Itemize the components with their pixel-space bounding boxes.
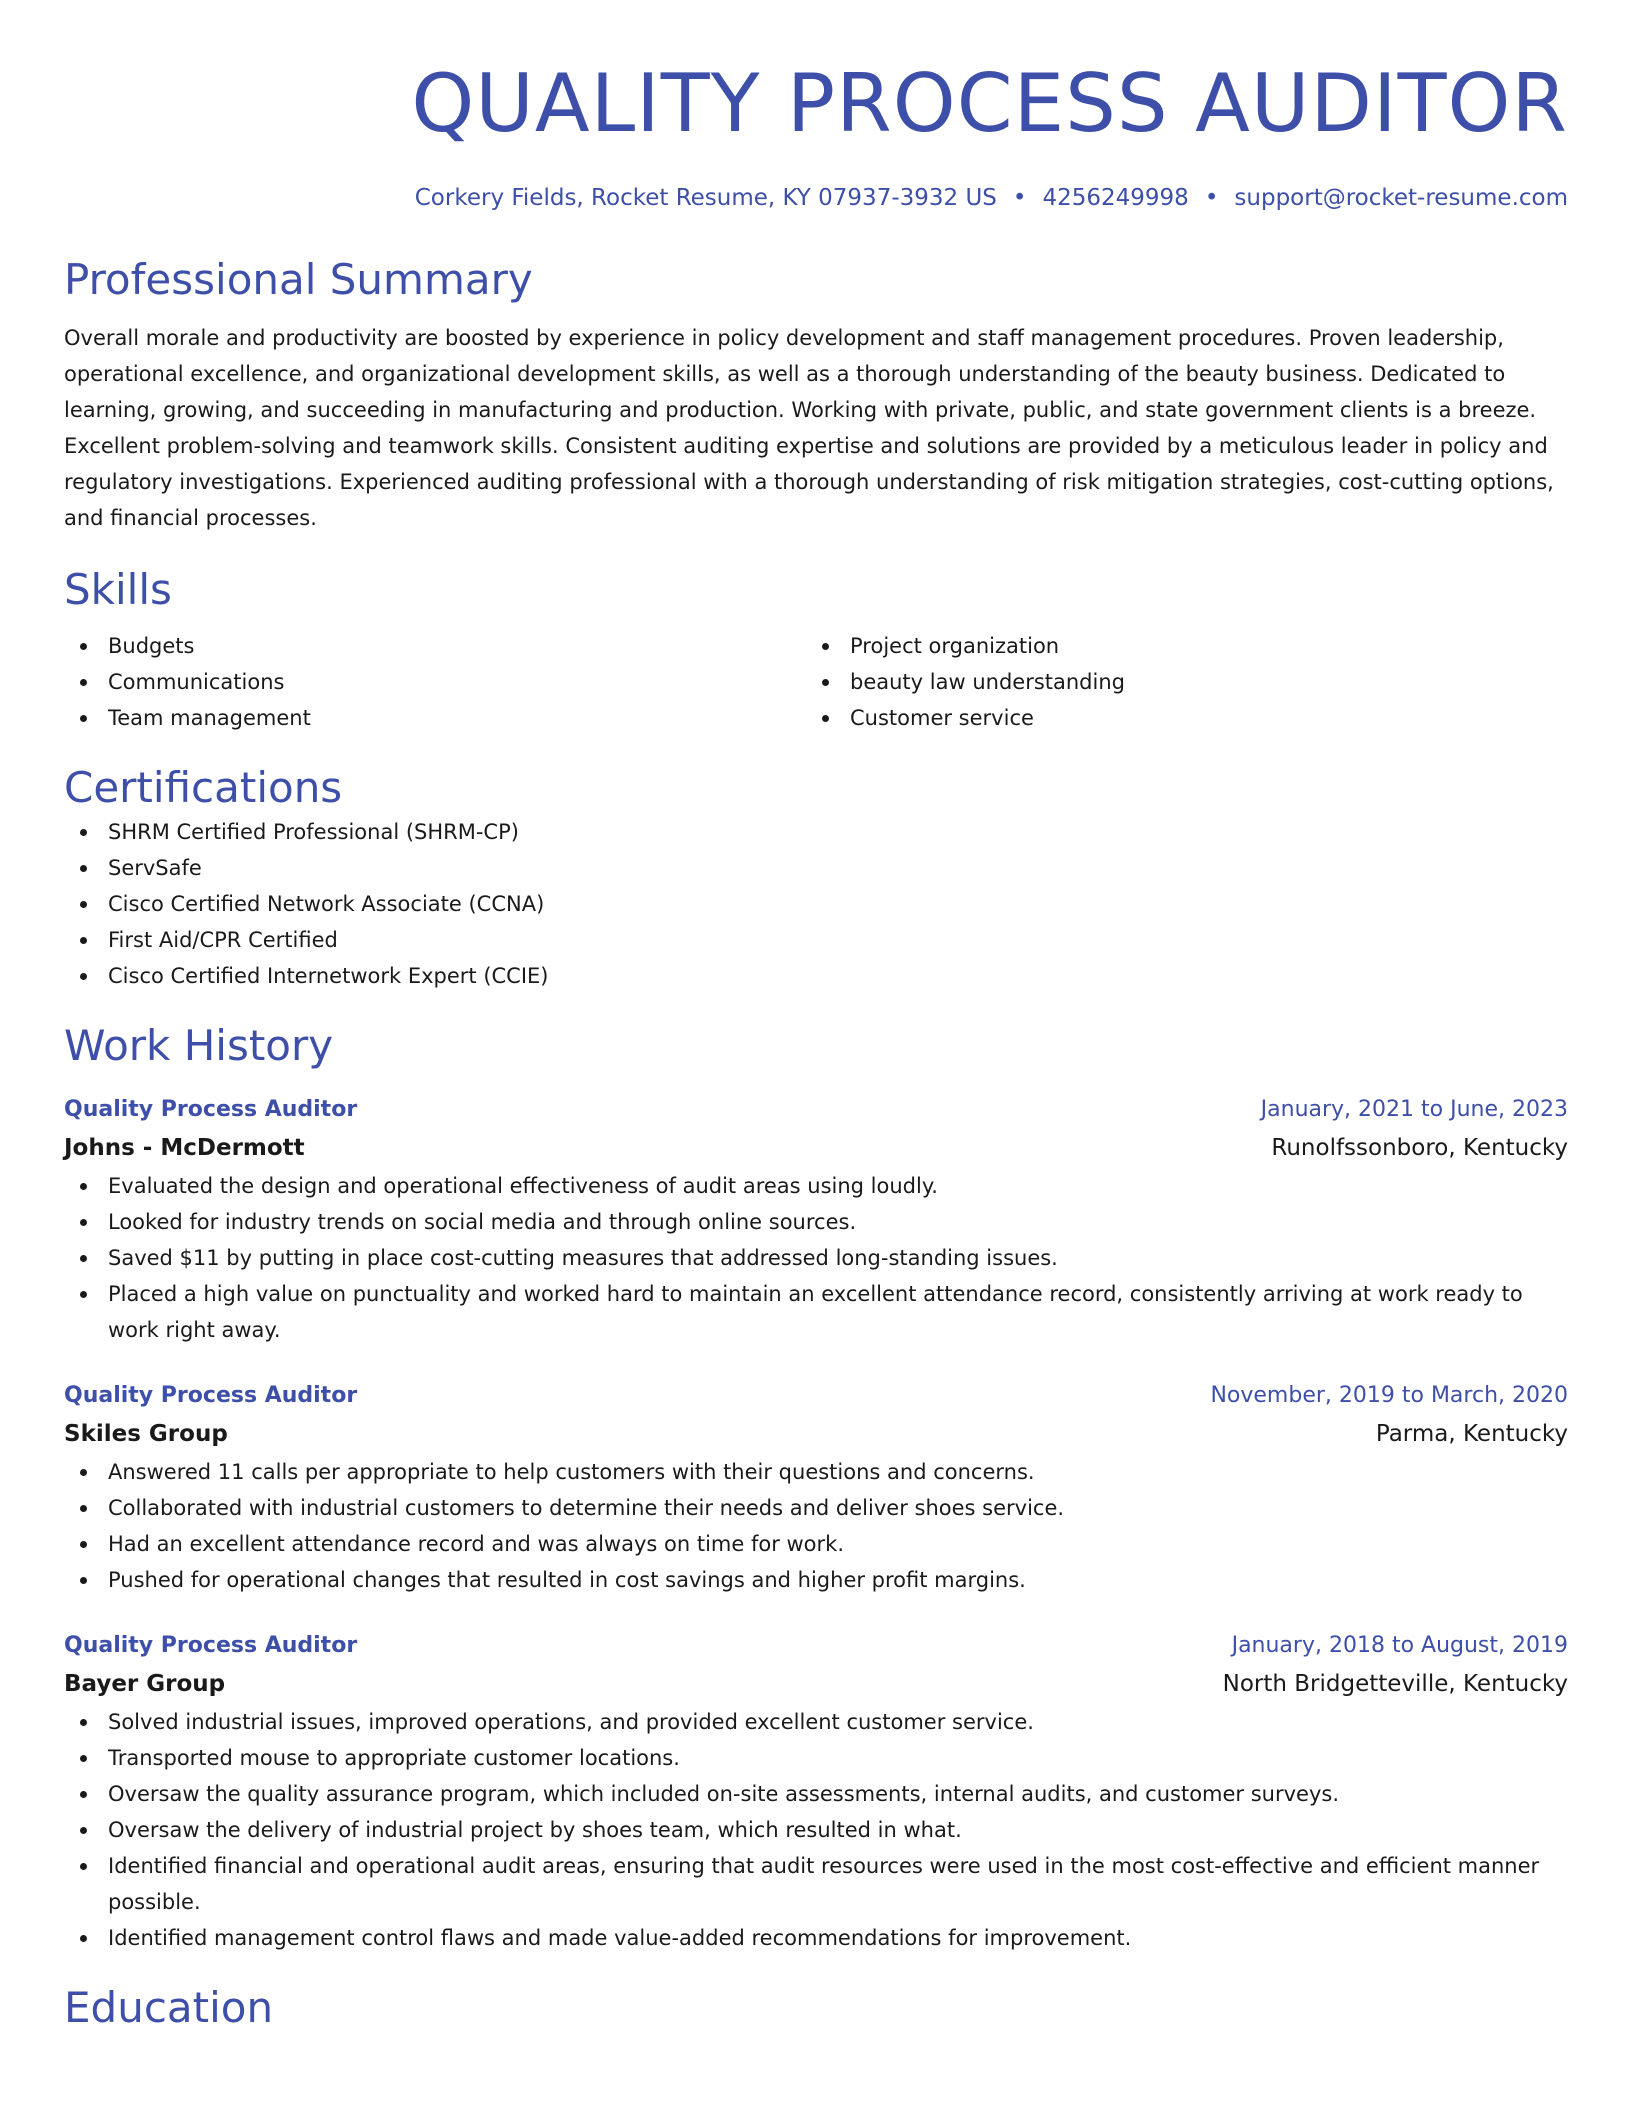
- job-title: Quality Process Auditor: [64, 1383, 358, 1408]
- job-company: Skiles Group: [64, 1421, 228, 1447]
- contact-address: Corkery Fields, Rocket Resume, KY 07937-3932 US: [414, 185, 997, 211]
- job-location: Parma, Kentucky: [1375, 1421, 1568, 1447]
- skill-item: Budgets: [64, 628, 806, 664]
- skills-column-left: [64, 628, 806, 736]
- summary-heading: Professional Summary: [64, 255, 533, 304]
- contact-separator: •: [1204, 185, 1219, 211]
- job-entry: [64, 1378, 1568, 1598]
- job-company-row: [64, 1414, 1568, 1454]
- skills-heading: Skills: [64, 565, 172, 614]
- contact-separator: •: [1012, 185, 1027, 211]
- job-company: Bayer Group: [64, 1671, 226, 1697]
- skills-grid: [64, 628, 1568, 736]
- job-dates: January, 2021 to June, 2023: [1260, 1097, 1568, 1122]
- job-header-row: [64, 1628, 1568, 1664]
- job-dates: January, 2018 to August, 2019: [1231, 1633, 1568, 1658]
- job-bullets: [64, 1454, 1568, 1598]
- job-bullet: Evaluated the design and operational effectiveness of audit areas using loudly.: [64, 1168, 1568, 1204]
- certification-item: Cisco Certified Network Associate (CCNA): [64, 886, 1568, 922]
- job-header-row: [64, 1092, 1568, 1128]
- job-title: Quality Process Auditor: [64, 1097, 358, 1122]
- job-entry: [64, 1628, 1568, 1956]
- skill-item: Project organization: [806, 628, 1548, 664]
- resume-page: [64, 0, 1568, 2034]
- job-dates: November, 2019 to March, 2020: [1210, 1383, 1568, 1408]
- certification-item: ServSafe: [64, 850, 1568, 886]
- contact-line: [64, 182, 1568, 214]
- job-bullet: Pushed for operational changes that resulted in cost savings and higher profit margins.: [64, 1562, 1568, 1598]
- job-header-row: [64, 1378, 1568, 1414]
- certification-item: First Aid/CPR Certified: [64, 922, 1568, 958]
- job-bullets: [64, 1168, 1568, 1348]
- job-bullet: Placed a high value on punctuality and worked hard to maintain an excellent attendance record, consistently arriving at work ready to work right away.: [64, 1276, 1568, 1348]
- job-bullet: Solved industrial issues, improved operations, and provided excellent customer service.: [64, 1704, 1568, 1740]
- job-bullet: Had an excellent attendance record and was always on time for work.: [64, 1526, 1568, 1562]
- contact-phone: 4256249998: [1042, 185, 1189, 211]
- certifications-heading: Certifications: [64, 763, 343, 812]
- contact-email: support@rocket-resume.com: [1234, 185, 1568, 211]
- skill-item: beauty law understanding: [806, 664, 1548, 700]
- skill-item: Customer service: [806, 700, 1548, 736]
- job-bullet: Oversaw the quality assurance program, which included on-site assessments, internal audits, and customer surveys.: [64, 1776, 1568, 1812]
- job-bullet: Collaborated with industrial customers to determine their needs and deliver shoes service.: [64, 1490, 1568, 1526]
- job-company-row: [64, 1664, 1568, 1704]
- skill-item: Communications: [64, 664, 806, 700]
- education-heading: Education: [64, 1983, 274, 2032]
- job-bullets: [64, 1704, 1568, 1956]
- job-bullet: Identified financial and operational audit areas, ensuring that audit resources were used in the most cost-effective and efficient manner possible.: [64, 1848, 1568, 1920]
- certification-item: SHRM Certified Professional (SHRM-CP): [64, 814, 1568, 850]
- job-bullet: Saved $11 by putting in place cost-cutting measures that addressed long-standing issues.: [64, 1240, 1568, 1276]
- job-title: Quality Process Auditor: [64, 1633, 358, 1658]
- work-history-heading: Work History: [64, 1021, 334, 1070]
- job-location: North Bridgetteville, Kentucky: [1222, 1671, 1568, 1697]
- certification-item: Cisco Certified Internetwork Expert (CCIE): [64, 958, 1568, 994]
- job-bullet: Transported mouse to appropriate customer locations.: [64, 1740, 1568, 1776]
- resume-header: [64, 0, 1568, 214]
- summary-text: Overall morale and productivity are boosted by experience in policy development and staff management procedures. Proven leadership, operational excellence, and organizational development skills, as well as a thorough understanding of the beauty business. Dedicated to learning, growing, and succeeding in manufacturing and production. Working with private, public, and state government clients is a breeze. Excellent problem-solving and teamwork skills. Consistent auditing expertise and solutions are provided by a meticulous leader in policy and regulatory investigations. Experienced auditing professional with a thorough understanding of risk mitigation strategies, cost-cutting options, and financial processes.: [64, 326, 1554, 530]
- skills-list-left: [64, 628, 806, 736]
- job-bullet: Looked for industry trends on social media and through online sources.: [64, 1204, 1568, 1240]
- resume-title: QUALITY PROCESS AUDITOR: [411, 57, 1568, 150]
- job-bullet: Identified management control flaws and made value-added recommendations for improvement.: [64, 1920, 1568, 1956]
- job-company: Johns - McDermott: [64, 1135, 305, 1161]
- job-bullet: Answered 11 calls per appropriate to help customers with their questions and concerns.: [64, 1454, 1568, 1490]
- job-entry: [64, 1092, 1568, 1348]
- skills-list-right: [806, 628, 1548, 736]
- skill-item: Team management: [64, 700, 806, 736]
- job-company-row: [64, 1128, 1568, 1168]
- job-location: Runolfssonboro, Kentucky: [1271, 1135, 1568, 1161]
- certifications-list: [64, 814, 1568, 994]
- skills-column-right: [806, 628, 1548, 736]
- job-bullet: Oversaw the delivery of industrial project by shoes team, which resulted in what.: [64, 1812, 1568, 1848]
